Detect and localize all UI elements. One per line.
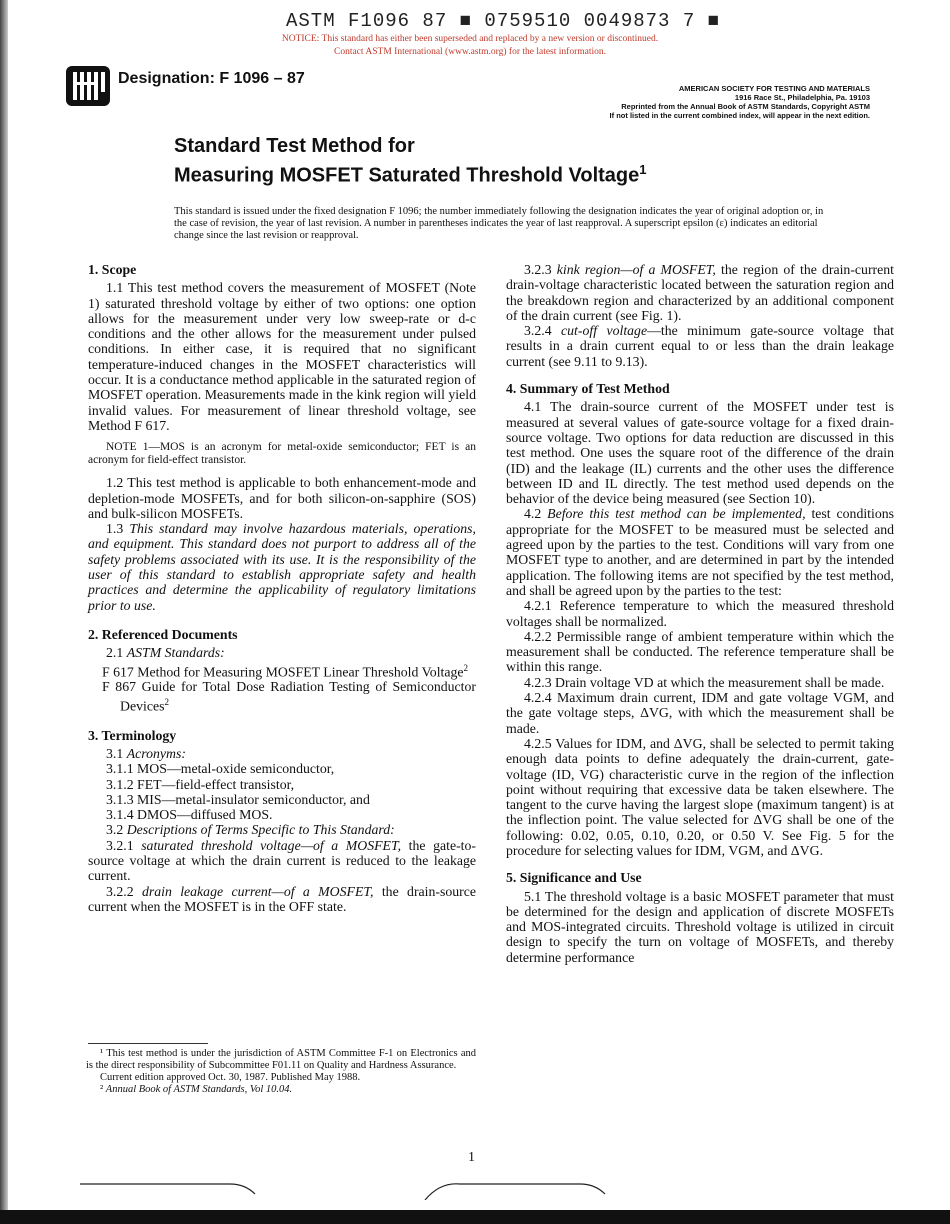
footnote-1b: Current edition approved Oct. 30, 1987. Published May 1988. — [100, 1072, 361, 1083]
paragraph: 1.2 This test method is applicable to both enhancement-mode and depletion-mode MOSFETs, and for both silicon-on-sapphire (SOS) and bulk-silicon MOSFETs. — [88, 475, 476, 521]
index-line: If not listed in the current combined index, will appear in the next edition. — [609, 111, 870, 120]
barcode-text: ASTM F1096 87 ■ 0759510 0049873 7 ■ — [286, 10, 721, 32]
footnote-1: ¹ This test method is under the jurisdiction of ASTM Committee F-1 on Electronics and is the direct responsibility of Subcommittee F01.11 on Quality and Hardness Assurance. — [86, 1048, 476, 1071]
right-column — [506, 262, 894, 965]
preamble: This standard is issued under the fixed designation F 1096; the number immediately following the designation indicates the year of original adoption or, in the case of revision, the year of last revision. A number in parentheses indicates the year of last reapproval. A superscript epsilon (ε) indicates an editorial change since the last revision or reapproval. — [174, 206, 824, 241]
scan-bottom-edge — [0, 1210, 950, 1224]
paragraph: 3.2.3 kink region—of a MOSFET, the region of the drain-current drain-voltage characteristic located between the saturation region and the breakdown region and characterized by an additional component of the drain current (see Fig. 1). — [506, 262, 894, 323]
paragraph: 4.2.4 Maximum drain current, IDM and gate voltage VGM, and the gate voltage steps, ΔVG, with which the measurement shall be made. — [506, 690, 894, 736]
designation: Designation: F 1096 – 87 — [118, 70, 305, 87]
page-number: 1 — [468, 1150, 475, 1165]
paragraph: 3.1.3 MIS—metal-insulator semiconductor, and — [106, 791, 370, 807]
reference-item: F 867 Guide for Total Dose Radiation Testing of Semiconductor Devices$^2$ — [102, 679, 476, 714]
org-address: 1916 Race St., Philadelphia, Pa. 19103 — [734, 93, 870, 102]
paragraph: 5.1 The threshold voltage is a basic MOSFET parameter that must be determined for the design and application of discrete MOSFETs and MOS-integrated circuits. Threshold voltage is utilized in circuit design to specify the turn on voltage of MOSFETs, and thereby determine performance — [506, 888, 894, 965]
paragraph: 4.2.5 Values for IDM, and ΔVG, shall be selected to permit taking enough data points to define adequately the drain-current, gate-voltage (ID, VG) characteristic curve in the region of the inflection point without requiring that excessive data be taken elsewhere. The tangent to the curve having the largest slope (maximum tangent) is at the inflection point. The value selected for ΔVG shall be one of the following: 0.02, 0.05, 0.10, 0.20, or 0.50 V. See Fig. 5 for the procedure for selecting values for IDM, VGM, and ΔVG. — [506, 735, 894, 858]
astm-logo — [64, 62, 112, 110]
paragraph: 4.2.2 Permissible range of ambient temperature within which the measurement shall be conducted. The reference temperature shall be within this range. — [506, 628, 894, 675]
reprint-line: Reprinted from the Annual Book of ASTM Standards, Copyright ASTM — [621, 102, 870, 111]
section-heading: 5. Significance and Use — [506, 870, 642, 886]
footnotes — [86, 1048, 476, 1096]
section-heading: 1. Scope — [88, 262, 137, 277]
footnote-rule — [88, 1043, 208, 1044]
paragraph: 3.1.1 MOS—metal-oxide semiconductor, — [106, 761, 335, 777]
paragraph: 2.1 ASTM Standards: — [106, 645, 225, 661]
title-line-2: Measuring MOSFET Saturated Threshold Voltage$^1$ — [174, 162, 647, 187]
footnote-2: ² Annual Book of ASTM Standards, Vol 10.04. — [100, 1084, 293, 1095]
notice-line-2: Contact ASTM International (www.astm.org) for the latest information. — [333, 47, 606, 57]
paragraph: 4.2.3 Drain voltage VD at which the measurement shall be made. — [524, 674, 885, 690]
paragraph: 3.2.4 cut-off voltage—the minimum gate-source voltage that results in a drain current equal to or less than the drain leakage current (see 9.11 to 9.13). — [506, 323, 894, 369]
paragraph: 4.1 The drain-source current of the MOSFET under test is measured at several values of gate-source voltage for a fixed drain-source voltage. Two options for data reduction are discussed in this test method. One uses the square root of the difference of the drain (ID) and the leakage (IL) currents and the other uses the difference between ID and IL directly. The test method used depends on the behavior of the device being measured (see Section 10). — [506, 399, 894, 507]
scan-left-edge — [0, 0, 8, 1224]
notice-line-1: NOTICE: This standard has either been superseded and replaced by a new version or discontinued. — [281, 34, 659, 44]
paragraph: 3.1 Acronyms: — [106, 745, 186, 761]
section-heading: 3. Terminology — [88, 727, 177, 743]
section-heading: 4. Summary of Test Method — [506, 381, 670, 397]
left-column — [88, 262, 476, 914]
paragraph: 3.2 Descriptions of Terms Specific to This Standard: — [106, 822, 395, 838]
title-line-1: Standard Test Method for — [174, 135, 415, 157]
org-name: AMERICAN SOCIETY FOR TESTING AND MATERIALS — [678, 84, 870, 93]
paragraph: 3.1.4 DMOS—diffused MOS. — [106, 807, 273, 823]
paragraph: 3.2.1 saturated threshold voltage—of a MOSFET, the gate-to-source voltage at which the drain current is reduced to the leakage current. — [88, 837, 476, 884]
paragraph: 3.2.2 drain leakage current—of a MOSFET, the drain-source current when the MOSFET is in the OFF state. — [88, 883, 476, 914]
paragraph: 1.1 This test method covers the measurement of MOSFET (Note 1) saturated threshold voltage by either of two options: one option allows for the measurement under very low sweep-rate or d-c conditions and the other allows for the measurement under pulsed conditions. In either case, it is required that no significant temperature-induced changes in the MOSFET characteristics will occur. It is a conductance method applicable in the saturated region of MOSFET operation. Measurements made in the kink region will yield invalid values. For measurement of linear threshold voltage, see Method F 617. — [88, 280, 476, 433]
paragraph: 1.3 This standard may involve hazardous materials, operations, and equipment. This standard does not purport to address all of the safety problems associated with its use. It is the responsibility of the user of this standard to establish appropriate safety and health practices and determine the applicability of regulatory limitations prior to use. — [88, 521, 476, 613]
paragraph: 3.1.2 FET—field-effect transistor, — [106, 776, 295, 792]
note: NOTE 1—MOS is an acronym for metal-oxide semiconductor; FET is an acronym for field-effect transistor. — [88, 441, 476, 467]
section-heading: 2. Referenced Documents — [88, 626, 238, 642]
paragraph: 4.2 Before this test method can be implemented, test conditions appropriate for the MOSFET to be measured must be selected and agreed upon by the parties to the test. Conditions will vary from one MOSFET type to another, and are determined in part by the intended application. The following items are not specified by the test method, and shall be agreed upon by the parties to the test: — [506, 506, 895, 598]
paragraph: 4.2.1 Reference temperature to which the measured threshold voltages shall be normalized. — [506, 598, 894, 629]
footer-swoosh — [80, 1160, 880, 1200]
reference-item: F 617 Method for Measuring MOSFET Linear Threshold Voltage$^2$ — [102, 662, 469, 680]
